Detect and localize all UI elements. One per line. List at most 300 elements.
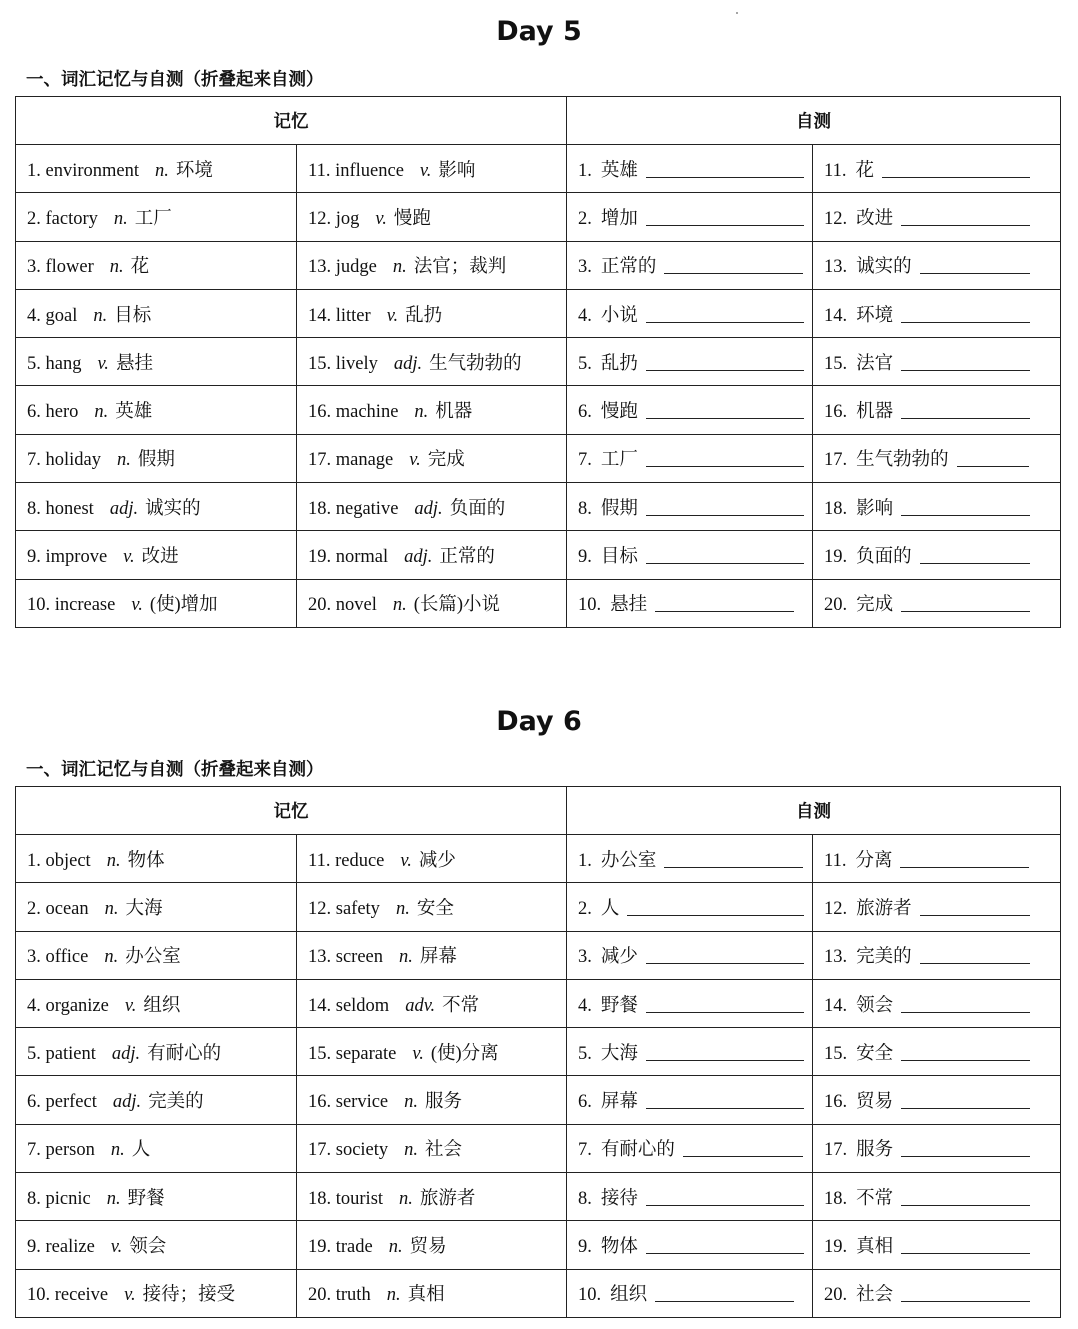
- answer-blank[interactable]: [901, 1188, 1030, 1206]
- memory-cell: [297, 386, 567, 434]
- memory-cell: [16, 835, 297, 883]
- chinese-meaning: 人: [131, 1140, 151, 1161]
- entry-number: 11.: [824, 160, 847, 181]
- memory-cell: [297, 289, 567, 337]
- entry-number: 7.: [27, 1140, 41, 1161]
- entry-number: 16.: [824, 1092, 848, 1113]
- memory-cell: [16, 193, 297, 241]
- chinese-meaning: 减少: [418, 850, 456, 871]
- entry-number: 2.: [578, 898, 592, 919]
- entry-number: 4.: [27, 995, 41, 1016]
- self-test-cell: [567, 1173, 813, 1221]
- chinese-meaning: 服务: [856, 1140, 894, 1161]
- answer-blank[interactable]: [901, 1091, 1030, 1109]
- part-of-speech: n.: [104, 947, 119, 968]
- memory-cell: [16, 1124, 297, 1172]
- entry-number: 6.: [27, 402, 41, 423]
- part-of-speech: v.: [110, 1237, 123, 1258]
- english-word: object: [45, 850, 91, 871]
- entry-number: 4.: [27, 305, 41, 326]
- self-test-cell: [567, 1221, 813, 1269]
- memory-cell: [16, 931, 297, 979]
- answer-blank[interactable]: [646, 208, 804, 226]
- entry-number: 12.: [824, 208, 848, 229]
- english-word: trade: [335, 1237, 373, 1258]
- memory-cell: [297, 979, 567, 1027]
- answer-blank[interactable]: [901, 401, 1030, 419]
- english-word: service: [335, 1092, 389, 1113]
- answer-blank[interactable]: [664, 256, 803, 274]
- self-test-cell: [567, 531, 813, 579]
- answer-blank[interactable]: [655, 1284, 794, 1302]
- chinese-meaning: 领会: [856, 995, 894, 1016]
- entry-number: 10.: [578, 1285, 602, 1306]
- part-of-speech: n.: [392, 257, 407, 278]
- answer-blank[interactable]: [901, 353, 1030, 371]
- table-row: [16, 145, 1061, 193]
- english-word: goal: [45, 305, 78, 326]
- test-header: 自测: [567, 787, 1061, 835]
- chinese-meaning: 改进: [856, 208, 894, 229]
- chinese-meaning: 大海: [125, 898, 163, 919]
- chinese-meaning: 物体: [127, 850, 165, 871]
- entry-number: 20.: [824, 595, 848, 616]
- english-word: realize: [45, 1237, 95, 1258]
- part-of-speech: v.: [400, 850, 412, 871]
- entry-number: 1.: [578, 160, 592, 181]
- chinese-meaning: 野餐: [127, 1188, 165, 1209]
- entry-number: 13.: [308, 947, 332, 968]
- answer-blank[interactable]: [920, 256, 1030, 274]
- answer-blank[interactable]: [646, 305, 804, 323]
- table-row: [16, 1269, 1061, 1317]
- self-test-cell: [567, 338, 813, 386]
- self-test-cell: [813, 1269, 1061, 1317]
- part-of-speech: v.: [124, 995, 137, 1016]
- memory-cell: [16, 579, 297, 627]
- answer-blank[interactable]: [627, 898, 804, 916]
- table-row: [16, 289, 1061, 337]
- answer-blank[interactable]: [646, 1043, 804, 1061]
- english-word: factory: [45, 208, 98, 229]
- part-of-speech: adj.: [404, 547, 433, 568]
- memory-cell: [16, 145, 297, 193]
- chinese-meaning: 改进: [141, 547, 179, 568]
- memory-cell: [16, 1221, 297, 1269]
- chinese-meaning: 旅游者: [419, 1188, 476, 1209]
- answer-blank[interactable]: [646, 353, 804, 371]
- answer-blank[interactable]: [664, 850, 803, 868]
- chinese-meaning: 接待: [600, 1188, 638, 1209]
- chinese-meaning: 生气勃勃的: [429, 353, 522, 374]
- chinese-meaning: 完美的: [856, 947, 912, 968]
- answer-blank[interactable]: [920, 946, 1030, 964]
- english-word: separate: [335, 1043, 397, 1064]
- table-row: [16, 979, 1061, 1027]
- part-of-speech: n.: [106, 1188, 121, 1209]
- self-test-cell: [567, 979, 813, 1027]
- answer-blank[interactable]: [646, 946, 804, 964]
- memory-cell: [297, 579, 567, 627]
- self-test-cell: [567, 483, 813, 531]
- entry-number: 8.: [578, 1188, 592, 1209]
- memory-cell: [16, 1076, 297, 1124]
- english-word: organize: [45, 995, 109, 1016]
- answer-blank[interactable]: [957, 449, 1029, 467]
- entry-number: 3.: [27, 257, 41, 278]
- english-word: reduce: [335, 850, 385, 871]
- part-of-speech: n.: [155, 160, 169, 181]
- english-word: judge: [335, 257, 377, 278]
- part-of-speech: n.: [113, 208, 128, 229]
- memory-cell: [297, 1028, 567, 1076]
- self-test-cell: [813, 289, 1061, 337]
- answer-blank[interactable]: [646, 160, 804, 178]
- english-word: negative: [335, 498, 399, 519]
- chinese-meaning: 屏幕: [419, 947, 457, 968]
- chinese-meaning: 不常: [442, 995, 480, 1016]
- chinese-meaning: 人: [600, 898, 620, 919]
- entry-number: 7.: [578, 1140, 592, 1161]
- part-of-speech: n.: [109, 257, 124, 278]
- part-of-speech: n.: [399, 1188, 413, 1209]
- memory-cell: [16, 289, 297, 337]
- chinese-meaning: (使)增加: [149, 595, 218, 616]
- section-title: 一、词汇记忆与自测（折叠起来自测）: [26, 70, 324, 90]
- table-row: [16, 579, 1061, 627]
- memory-cell: [16, 1173, 297, 1221]
- chinese-meaning: 服务: [425, 1092, 463, 1113]
- answer-blank[interactable]: [901, 1043, 1030, 1061]
- english-word: society: [335, 1140, 389, 1161]
- chinese-meaning: 完成: [427, 450, 465, 471]
- chinese-meaning: (长篇)小说: [413, 595, 501, 616]
- chinese-meaning: 组织: [143, 995, 181, 1016]
- table-row: [16, 835, 1061, 883]
- self-test-cell: [813, 1173, 1061, 1221]
- answer-blank[interactable]: [882, 160, 1030, 178]
- memory-cell: [16, 1028, 297, 1076]
- entry-number: 7.: [27, 450, 41, 471]
- chinese-meaning: 有耐心的: [600, 1140, 675, 1161]
- chinese-meaning: 办公室: [600, 850, 657, 871]
- table-row: [16, 386, 1061, 434]
- memory-cell: [297, 1124, 567, 1172]
- entry-number: 18.: [824, 1188, 848, 1209]
- self-test-cell: [567, 1076, 813, 1124]
- english-word: hero: [45, 402, 79, 423]
- part-of-speech: v.: [375, 208, 387, 229]
- chinese-meaning: 屏幕: [600, 1092, 638, 1113]
- part-of-speech: v.: [97, 353, 109, 374]
- english-word: novel: [335, 595, 377, 616]
- self-test-cell: [813, 883, 1061, 931]
- answer-blank[interactable]: [901, 305, 1030, 323]
- entry-number: 13.: [824, 257, 848, 278]
- self-test-cell: [813, 1124, 1061, 1172]
- english-word: office: [45, 947, 89, 968]
- chinese-meaning: 假期: [137, 450, 175, 471]
- self-test-cell: [567, 145, 813, 193]
- entry-number: 4.: [578, 995, 592, 1016]
- entry-number: 2.: [578, 208, 592, 229]
- table-row: [16, 338, 1061, 386]
- chinese-meaning: 野餐: [600, 995, 638, 1016]
- part-of-speech: n.: [404, 1092, 419, 1113]
- chinese-meaning: 目标: [114, 305, 152, 326]
- english-word: screen: [335, 947, 383, 968]
- english-word: manage: [335, 450, 394, 471]
- chinese-meaning: 正常的: [600, 257, 657, 278]
- entry-number: 3.: [27, 947, 41, 968]
- self-test-cell: [813, 1076, 1061, 1124]
- answer-blank[interactable]: [901, 1139, 1030, 1157]
- english-word: person: [45, 1140, 95, 1161]
- table-row: [16, 434, 1061, 482]
- part-of-speech: n.: [392, 595, 407, 616]
- chinese-meaning: 完美的: [148, 1092, 204, 1113]
- self-test-cell: [813, 386, 1061, 434]
- part-of-speech: adv.: [405, 995, 436, 1016]
- entry-number: 6.: [27, 1092, 41, 1113]
- entry-number: 6.: [578, 402, 592, 423]
- entry-number: 12.: [308, 208, 332, 229]
- entry-number: 6.: [578, 1092, 592, 1113]
- entry-number: 8.: [578, 498, 592, 519]
- chinese-meaning: 花: [130, 257, 150, 278]
- memory-cell: [297, 434, 567, 482]
- stray-dot: [736, 12, 738, 14]
- chinese-meaning: 贸易: [856, 1092, 894, 1113]
- chinese-meaning: 乱扔: [405, 305, 443, 326]
- chinese-meaning: 影响: [856, 498, 894, 519]
- memory-cell: [297, 145, 567, 193]
- entry-number: 19.: [308, 547, 332, 568]
- entry-number: 14.: [824, 995, 848, 1016]
- answer-blank[interactable]: [901, 594, 1030, 612]
- answer-blank[interactable]: [646, 498, 804, 516]
- answer-blank[interactable]: [901, 995, 1030, 1013]
- self-test-cell: [813, 531, 1061, 579]
- answer-blank[interactable]: [901, 208, 1030, 226]
- answer-blank[interactable]: [683, 1139, 803, 1157]
- entry-number: 4.: [578, 305, 592, 326]
- entry-number: 2.: [27, 208, 41, 229]
- entry-number: 5.: [27, 353, 41, 374]
- self-test-cell: [567, 835, 813, 883]
- entry-number: 19.: [308, 1237, 332, 1258]
- answer-blank[interactable]: [646, 995, 804, 1013]
- part-of-speech: v.: [409, 450, 421, 471]
- self-test-cell: [813, 835, 1061, 883]
- self-test-cell: [567, 883, 813, 931]
- english-word: environment: [45, 160, 140, 181]
- answer-blank[interactable]: [646, 1188, 804, 1206]
- self-test-cell: [567, 241, 813, 289]
- english-word: picnic: [45, 1188, 91, 1209]
- chinese-meaning: 悬挂: [115, 353, 153, 374]
- english-word: machine: [335, 402, 399, 423]
- part-of-speech: adj.: [109, 498, 139, 519]
- chinese-meaning: 环境: [175, 160, 213, 181]
- answer-blank[interactable]: [646, 546, 804, 564]
- entry-number: 18.: [308, 498, 332, 519]
- part-of-speech: v.: [412, 1043, 424, 1064]
- part-of-speech: adj.: [393, 353, 423, 374]
- chinese-meaning: 增加: [600, 208, 638, 229]
- entry-number: 11.: [308, 850, 331, 871]
- entry-number: 17.: [824, 1140, 848, 1161]
- english-word: hang: [45, 353, 82, 374]
- memory-cell: [297, 531, 567, 579]
- section-title: 一、词汇记忆与自测（折叠起来自测）: [26, 760, 324, 780]
- part-of-speech: v.: [131, 595, 143, 616]
- entry-number: 13.: [308, 257, 332, 278]
- memory-cell: [297, 931, 567, 979]
- part-of-speech: n.: [386, 1285, 401, 1306]
- memory-cell: [297, 1221, 567, 1269]
- chinese-meaning: (使)分离: [430, 1043, 499, 1064]
- chinese-meaning: 组织: [610, 1285, 648, 1306]
- self-test-cell: [813, 1028, 1061, 1076]
- answer-blank[interactable]: [900, 850, 1029, 868]
- entry-number: 9.: [27, 1237, 41, 1258]
- answer-blank[interactable]: [920, 898, 1030, 916]
- self-test-cell: [567, 931, 813, 979]
- table-row: [16, 241, 1061, 289]
- part-of-speech: adj.: [414, 498, 443, 519]
- chinese-meaning: 英雄: [115, 402, 153, 423]
- entry-number: 16.: [308, 1092, 332, 1113]
- chinese-meaning: 社会: [425, 1140, 463, 1161]
- part-of-speech: n.: [104, 898, 119, 919]
- english-word: receive: [54, 1285, 109, 1306]
- self-test-cell: [813, 1221, 1061, 1269]
- memory-cell: [16, 483, 297, 531]
- chinese-meaning: 机器: [856, 402, 894, 423]
- memory-cell: [16, 434, 297, 482]
- entry-number: 15.: [824, 1043, 848, 1064]
- english-word: improve: [45, 547, 108, 568]
- vocab-table: [15, 786, 1061, 1318]
- self-test-cell: [567, 193, 813, 241]
- english-word: flower: [45, 257, 94, 278]
- part-of-speech: n.: [395, 898, 410, 919]
- chinese-meaning: 目标: [600, 547, 638, 568]
- answer-blank[interactable]: [646, 449, 804, 467]
- part-of-speech: n.: [404, 1140, 419, 1161]
- chinese-meaning: 有耐心的: [147, 1043, 222, 1064]
- memory-header: 记忆: [16, 787, 567, 835]
- memory-cell: [16, 338, 297, 386]
- chinese-meaning: 安全: [416, 898, 454, 919]
- answer-blank[interactable]: [901, 1284, 1030, 1302]
- chinese-meaning: 工厂: [600, 450, 638, 471]
- entry-number: 11.: [308, 160, 331, 181]
- self-test-cell: [813, 145, 1061, 193]
- part-of-speech: n.: [110, 1140, 125, 1161]
- entry-number: 16.: [824, 402, 848, 423]
- part-of-speech: n.: [388, 1237, 403, 1258]
- entry-number: 13.: [824, 947, 848, 968]
- entry-number: 10.: [27, 595, 51, 616]
- table-row: [16, 1173, 1061, 1221]
- entry-number: 5.: [27, 1043, 41, 1064]
- entry-number: 17.: [824, 450, 848, 471]
- chinese-meaning: 诚实的: [856, 257, 912, 278]
- table-row: [16, 1221, 1061, 1269]
- entry-number: 20.: [824, 1285, 848, 1306]
- entry-number: 12.: [308, 898, 332, 919]
- memory-cell: [297, 883, 567, 931]
- chinese-meaning: 负面的: [856, 547, 912, 568]
- chinese-meaning: 悬挂: [610, 595, 648, 616]
- chinese-meaning: 负面的: [449, 498, 506, 519]
- memory-cell: [16, 531, 297, 579]
- entry-number: 17.: [308, 1140, 332, 1161]
- memory-cell: [16, 241, 297, 289]
- memory-cell: [297, 835, 567, 883]
- english-word: seldom: [335, 995, 390, 1016]
- english-word: safety: [335, 898, 380, 919]
- chinese-meaning: 机器: [435, 402, 473, 423]
- self-test-cell: [813, 483, 1061, 531]
- entry-number: 14.: [308, 305, 332, 326]
- english-word: patient: [45, 1043, 96, 1064]
- chinese-meaning: 物体: [600, 1237, 638, 1258]
- answer-blank[interactable]: [646, 1091, 804, 1109]
- self-test-cell: [813, 338, 1061, 386]
- chinese-meaning: 工厂: [134, 208, 172, 229]
- chinese-meaning: 大海: [600, 1043, 638, 1064]
- self-test-cell: [567, 289, 813, 337]
- chinese-meaning: 法官: [856, 353, 894, 374]
- memory-cell: [297, 193, 567, 241]
- self-test-cell: [567, 1124, 813, 1172]
- entry-number: 7.: [578, 450, 592, 471]
- chinese-meaning: 法官；裁判: [413, 257, 507, 278]
- answer-blank[interactable]: [920, 546, 1030, 564]
- chinese-meaning: 环境: [856, 305, 894, 326]
- memory-cell: [297, 338, 567, 386]
- chinese-meaning: 不常: [856, 1188, 894, 1209]
- english-word: holiday: [45, 450, 101, 471]
- answer-blank[interactable]: [901, 498, 1030, 516]
- part-of-speech: n.: [399, 947, 413, 968]
- entry-number: 15.: [308, 1043, 332, 1064]
- chinese-meaning: 假期: [600, 498, 638, 519]
- entry-number: 15.: [308, 353, 332, 374]
- entry-number: 19.: [824, 547, 848, 568]
- answer-blank[interactable]: [655, 594, 794, 612]
- self-test-cell: [813, 979, 1061, 1027]
- part-of-speech: n.: [117, 450, 131, 471]
- english-word: tourist: [335, 1188, 384, 1209]
- table-row: [16, 931, 1061, 979]
- answer-blank[interactable]: [646, 401, 804, 419]
- table-row: [16, 883, 1061, 931]
- answer-blank[interactable]: [646, 1236, 804, 1254]
- entry-number: 20.: [308, 1285, 332, 1306]
- answer-blank[interactable]: [901, 1236, 1030, 1254]
- chinese-meaning: 贸易: [409, 1237, 447, 1258]
- entry-number: 10.: [578, 595, 602, 616]
- english-word: normal: [335, 547, 389, 568]
- entry-number: 8.: [27, 1188, 41, 1209]
- entry-number: 3.: [578, 947, 592, 968]
- part-of-speech: n.: [106, 850, 121, 871]
- table-row: [16, 1076, 1061, 1124]
